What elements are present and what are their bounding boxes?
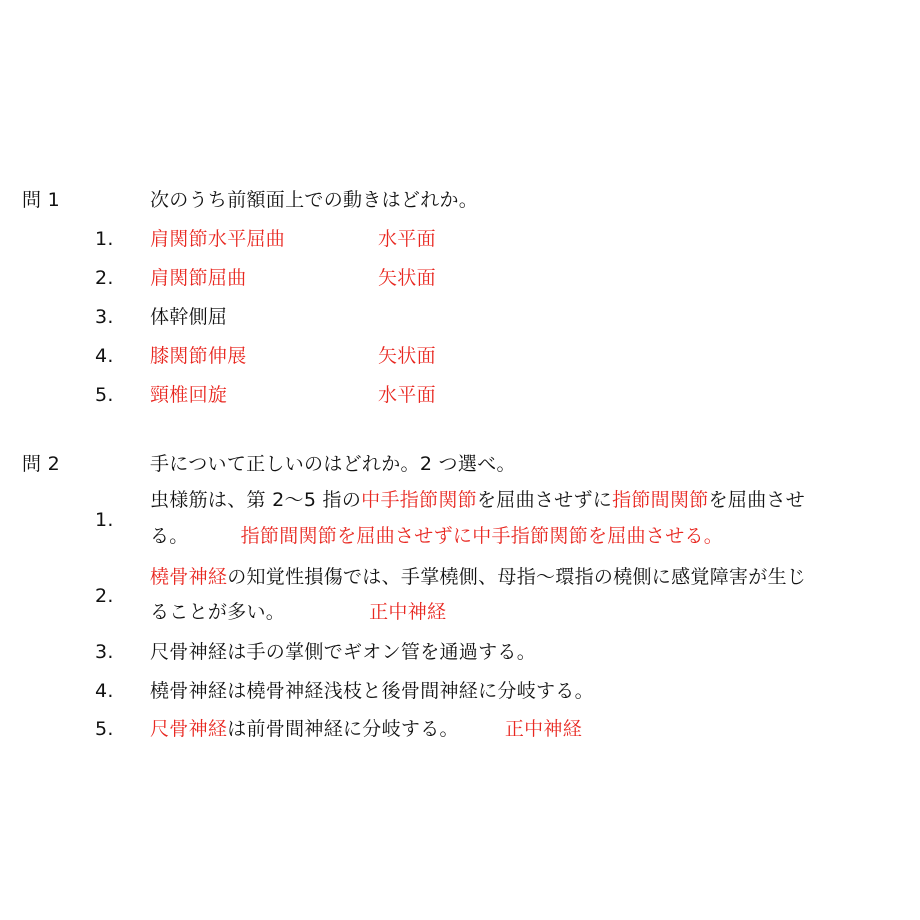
q1-option-4-number: 4.: [95, 345, 114, 367]
q2-option-1-seg1: 虫様筋は、第 2〜5 指の: [150, 489, 362, 511]
q1-option-2-number: 2.: [95, 267, 114, 289]
q2-option-1-number: 1.: [95, 509, 114, 531]
q2-option-2-seg2: の知覚性損傷では、手掌橈側、母指〜環指の橈側に感覚障害が生じ: [227, 566, 807, 588]
q2-option-5-seg2: は前骨間神経に分岐する。: [227, 718, 459, 740]
q2-option-2-line1: [150, 565, 806, 589]
q1-option-5-note: 水平面: [378, 384, 436, 406]
q2-option-1-seg3: を屈曲させずに: [476, 489, 613, 511]
q2-option-5-number: 5.: [95, 718, 114, 740]
q1-option-1-note: 水平面: [378, 228, 436, 250]
q2-option-1-correction: 指節間関節を屈曲させずに中手指節関節を屈曲させる。: [240, 525, 724, 547]
q2-option-4-number: 4.: [95, 680, 114, 702]
question-1-text: 次のうち前額面上での動きはどれか。: [150, 189, 479, 211]
question-1-number: 問 1: [22, 189, 61, 211]
q2-option-4-text: 橈骨神経は橈骨神経浅枝と後骨間神経に分岐する。: [150, 680, 594, 702]
q2-option-2-correction: 正中神経: [369, 601, 447, 623]
q2-option-3-text: 尺骨神経は手の掌側でギオン管を通過する。: [150, 641, 537, 663]
q1-option-1-text: 肩関節水平屈曲: [150, 228, 286, 250]
question-2-number: 問 2: [22, 453, 61, 475]
q2-option-1-seg4: 指節間関節: [612, 489, 709, 511]
q2-option-3-number: 3.: [95, 641, 114, 663]
q2-option-1-line1: [150, 488, 805, 512]
q1-option-5-number: 5.: [95, 384, 114, 406]
q1-option-3-number: 3.: [95, 306, 114, 328]
q2-option-2-seg3: ることが多い。: [150, 601, 286, 623]
question-2-text: 手について正しいのはどれか。2 つ選べ。: [150, 453, 516, 475]
q2-option-1-line2: [150, 524, 723, 548]
q1-option-4-text: 膝関節伸展: [150, 345, 247, 367]
q1-option-2-text: 肩関節屈曲: [150, 267, 247, 289]
q1-option-3-text: 体幹側屈: [150, 306, 228, 328]
q2-option-1-seg2: 中手指節関節: [361, 489, 477, 511]
q2-option-2-seg1: 橈骨神経: [150, 566, 228, 588]
q1-option-2-note: 矢状面: [378, 267, 436, 289]
q2-option-2-number: 2.: [95, 585, 114, 607]
q1-option-5-text: 頸椎回旋: [150, 384, 228, 406]
q2-option-5-seg1: 尺骨神経: [150, 718, 228, 740]
q2-option-2-line2: [150, 600, 446, 624]
q2-option-5-line: [150, 717, 582, 741]
q1-option-1-number: 1.: [95, 228, 114, 250]
q1-option-4-note: 矢状面: [378, 345, 436, 367]
q2-option-1-seg5: を屈曲させ: [708, 489, 806, 511]
q2-option-1-seg6: る。: [150, 525, 189, 547]
q2-option-5-correction: 正中神経: [504, 718, 583, 740]
